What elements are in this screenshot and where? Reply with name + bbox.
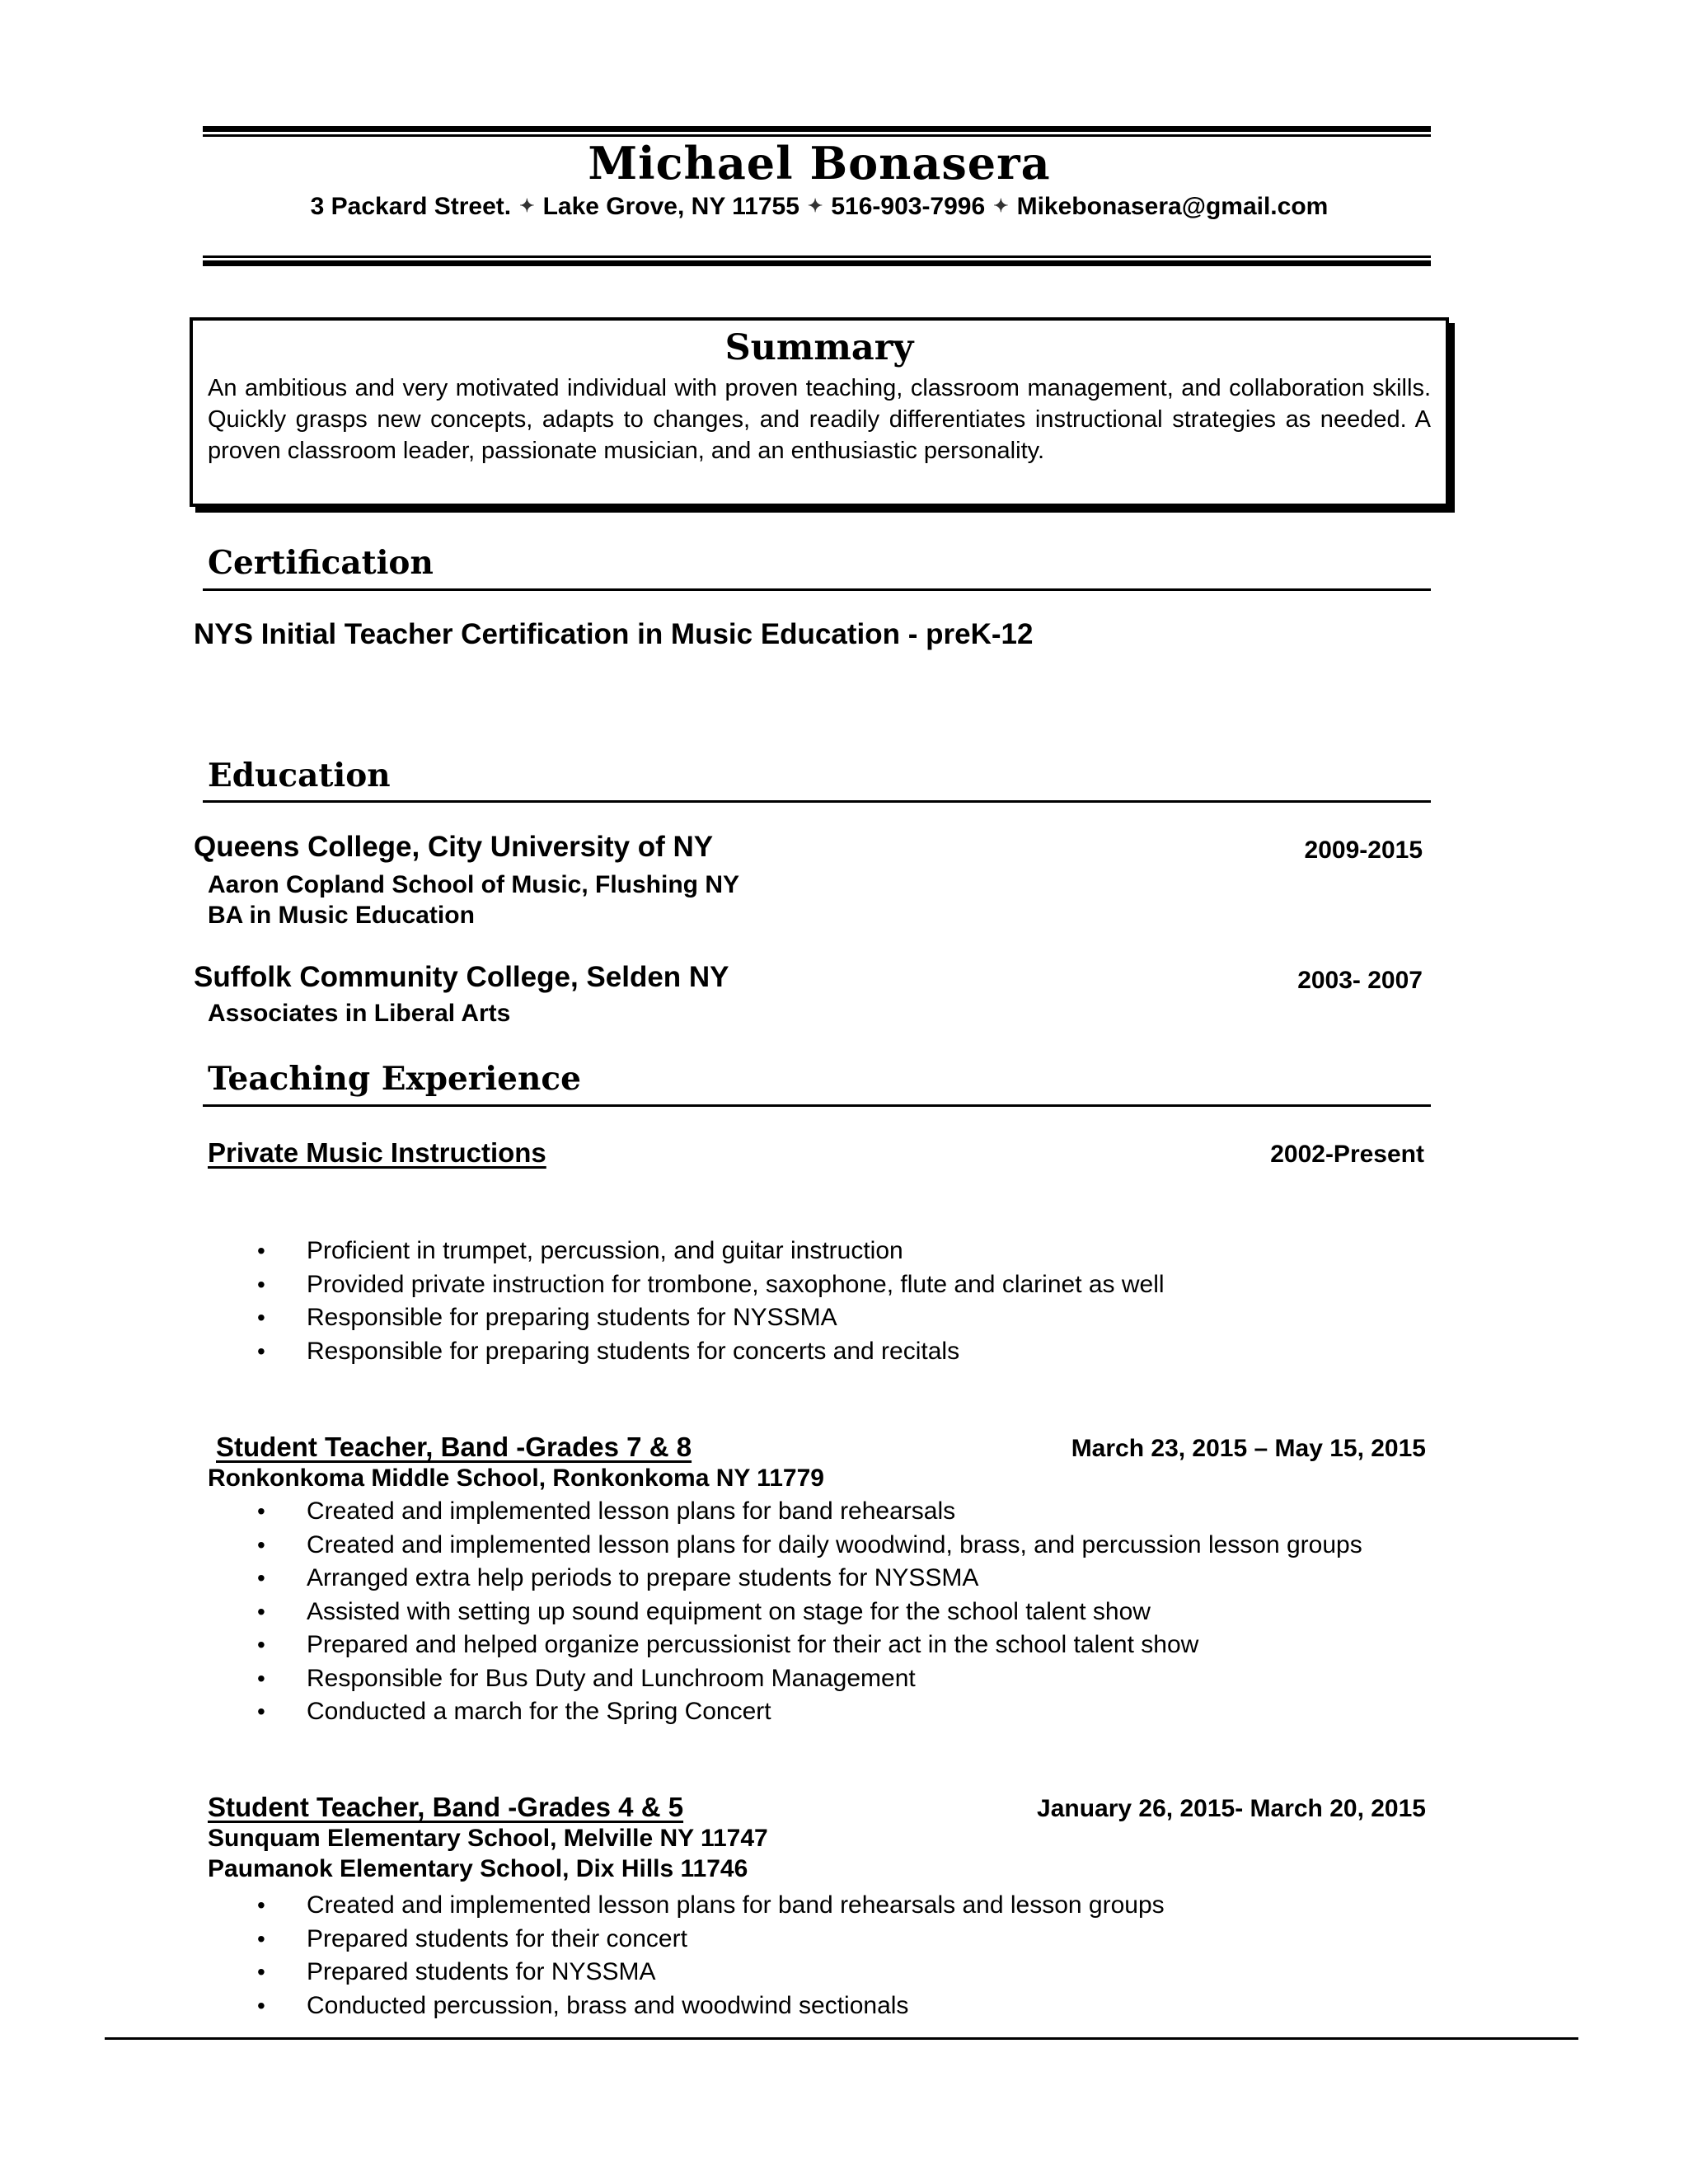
- job-bullets: [208, 1495, 1592, 1729]
- page-bottom-rule: [105, 2037, 1578, 2040]
- list-item: • Created and implemented lesson plans for daily woodwind, brass, and percussion lesson groups: [208, 1529, 1510, 1563]
- header-bottom-rule-thick: [203, 260, 1431, 266]
- list-item: • Created and implemented lesson plans for band rehearsals: [208, 1495, 1592, 1529]
- summary-box: [190, 317, 1449, 507]
- certification-item: NYS Initial Teacher Certification in Music Education - preK-12: [194, 618, 1034, 650]
- school-detail: Aaron Copland School of Music, Flushing NY: [208, 871, 739, 898]
- address-street: 3 Packard Street.: [310, 193, 512, 220]
- certification-rule: [203, 588, 1431, 591]
- school-dates: 2003- 2007: [1297, 967, 1423, 994]
- email-address: Mikebonasera@gmail.com: [1016, 193, 1329, 220]
- school-name: Suffolk Community College, Selden NY: [194, 961, 729, 993]
- experience-heading: Teaching Experience: [208, 1060, 581, 1098]
- contact-line: [0, 193, 1639, 221]
- summary-text: An ambitious and very motivated individual with proven teaching, classroom management, and collaboration skills. Quickly grasps new concepts, adapts to changes, and readily differentiates instructional strategies as needed. A proven classroom leader, passionate musician, and an enthusiastic personality.: [208, 375, 1431, 464]
- list-item: • Conducted a march for the Spring Concert: [208, 1695, 1592, 1729]
- phone-number: 516-903-7996: [831, 193, 986, 220]
- job-title: Student Teacher, Band -Grades 4 & 5: [208, 1792, 684, 1822]
- candidate-name: Michael Bonasera: [588, 137, 1051, 190]
- separator-icon: ✦: [519, 195, 535, 216]
- list-item: • Responsible for preparing students for NYSSMA: [208, 1301, 1592, 1335]
- separator-icon: ✦: [993, 195, 1009, 216]
- job-bullets: [208, 1235, 1592, 1368]
- list-item: • Arranged extra help periods to prepare students for NYSSMA: [208, 1562, 1592, 1596]
- education-rule: [203, 800, 1431, 803]
- job-dates: 2002-Present: [1270, 1141, 1424, 1168]
- list-item: • Responsible for preparing students for concerts and recitals: [208, 1335, 1592, 1369]
- address-city: Lake Grove, NY 11755: [542, 193, 799, 220]
- education-heading: Education: [208, 757, 391, 794]
- school-name: Queens College, City University of NY: [194, 831, 714, 863]
- list-item: • Prepared and helped organize percussionist for their act in the school talent show: [208, 1629, 1592, 1662]
- list-item: • Created and implemented lesson plans for band rehearsals and lesson groups: [208, 1889, 1592, 1923]
- list-item: • Responsible for Bus Duty and Lunchroom Management: [208, 1662, 1592, 1696]
- job-title: Student Teacher, Band -Grades 7 & 8: [216, 1432, 692, 1462]
- header-top-rule-thick: [203, 126, 1431, 132]
- summary-title: Summary: [724, 327, 914, 368]
- list-item: • Prepared students for their concert: [208, 1923, 1592, 1957]
- list-item: • Conducted percussion, brass and woodwind sectionals: [208, 1990, 1592, 2023]
- degree: BA in Music Education: [208, 902, 475, 929]
- certification-heading: Certification: [208, 544, 434, 582]
- job-organization: Ronkonkoma Middle School, Ronkonkoma NY 11779: [208, 1465, 824, 1492]
- job-organization: Paumanok Elementary School, Dix Hills 11746: [208, 1855, 748, 1882]
- job-bullets: [208, 1889, 1592, 2022]
- list-item: • Assisted with setting up sound equipment on stage for the school talent show: [208, 1596, 1592, 1629]
- degree: Associates in Liberal Arts: [208, 1000, 511, 1027]
- job-organization: Sunquam Elementary School, Melville NY 11747: [208, 1825, 768, 1852]
- job-title: Private Music Instructions: [208, 1137, 546, 1168]
- job-dates: January 26, 2015- March 20, 2015: [1037, 1795, 1426, 1822]
- experience-rule: [203, 1104, 1431, 1107]
- separator-icon: ✦: [807, 195, 823, 216]
- list-item: • Prepared students for NYSSMA: [208, 1956, 1592, 1990]
- list-item: • Provided private instruction for trombone, saxophone, flute and clarinet as well: [208, 1268, 1592, 1302]
- header-bottom-rule-thin: [203, 255, 1431, 258]
- school-dates: 2009-2015: [1304, 837, 1423, 864]
- job-dates: March 23, 2015 – May 15, 2015: [1071, 1435, 1426, 1462]
- list-item: • Proficient in trumpet, percussion, and guitar instruction: [208, 1235, 1592, 1268]
